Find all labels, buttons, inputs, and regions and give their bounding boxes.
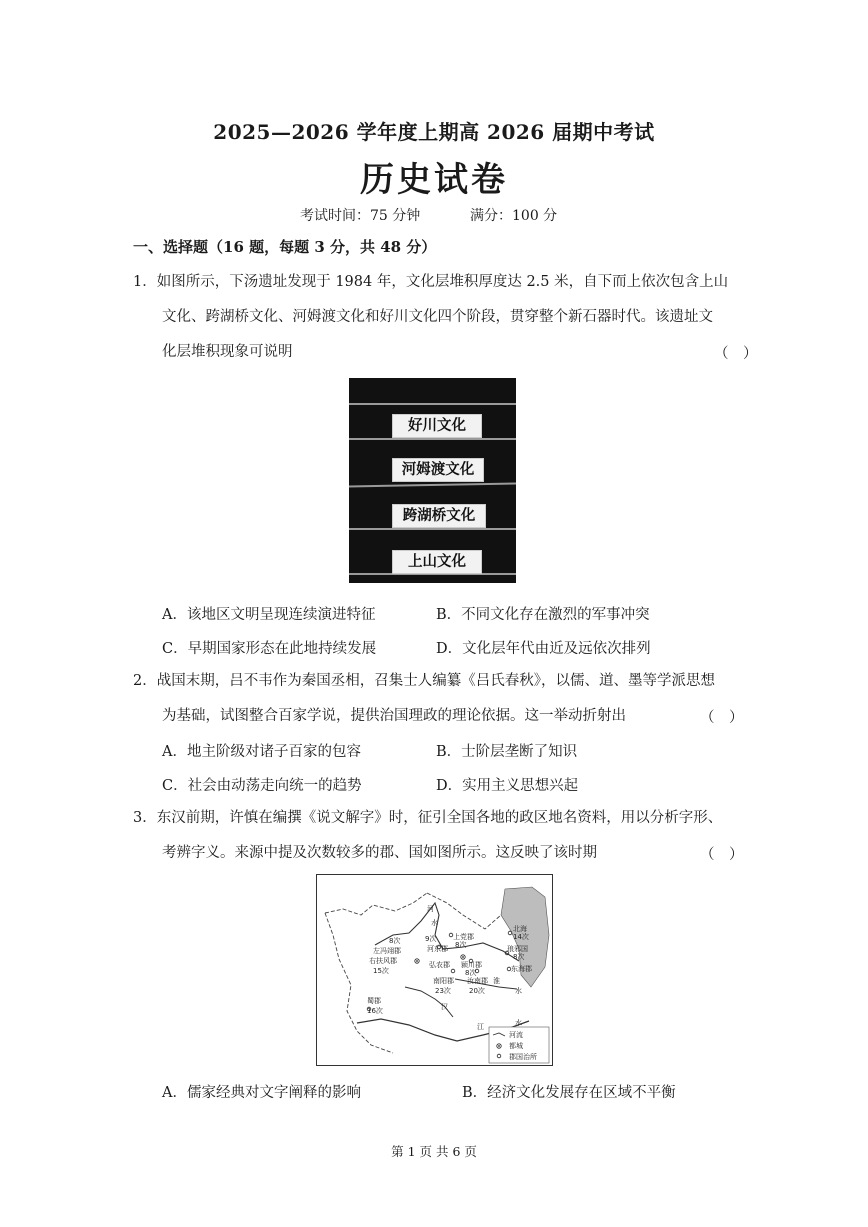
layer-kuahuqiao: 跨湖桥文化	[392, 504, 486, 528]
q2-answer-paren: （ ）	[700, 710, 744, 726]
q3-option-a[interactable]: A．儒家经典对文字阐释的影响	[162, 1085, 361, 1101]
map-label: 东海郡	[511, 965, 532, 973]
map-label: 9次	[425, 935, 437, 943]
map-label: 河东郡	[427, 945, 448, 953]
legend-capital: 都城	[509, 1042, 523, 1050]
q1-line3: 化层堆积现象可说明	[162, 344, 293, 360]
section-heading: 一、选择题（16 题，每题 3 分，共 48 分）	[133, 238, 437, 256]
legend-capital-symbol-core	[498, 1045, 500, 1047]
map-label: 水	[515, 1019, 522, 1027]
q3-line2: 考辨字义。来源中提及次数较多的郡、国如图所示。这反映了该时期	[162, 845, 597, 861]
border-north	[325, 893, 427, 915]
q2-line1: 2．战国末期，吕不韦作为秦国丞相，召集士人编纂《吕氏春秋》，以儒、道、墨等学派思想	[133, 673, 715, 689]
layer-haochuan: 好川文化	[392, 414, 482, 438]
border-west	[325, 913, 393, 1053]
q3-option-b[interactable]: B．经济文化发展存在区域不平衡	[462, 1085, 676, 1101]
capital-marker-core	[416, 960, 418, 962]
q3-han-map	[316, 874, 553, 1066]
map-label: 蜀郡	[367, 997, 381, 1005]
map-label: 水	[431, 919, 438, 927]
map-label: 上党郡	[453, 933, 474, 941]
q2-option-d[interactable]: D．实用主义思想兴起	[436, 778, 579, 794]
map-label: 琅邪国	[507, 945, 528, 953]
legend-seat: 郡国治所	[509, 1053, 537, 1061]
q1-stratigraphy-figure	[349, 378, 516, 583]
map-label: 弘农郡	[429, 961, 450, 969]
map-label: 14次	[513, 933, 529, 941]
map-label: 淮	[493, 977, 500, 985]
map-label: 汉	[441, 1003, 448, 1011]
q1-option-b[interactable]: B．不同文化存在激烈的军事冲突	[436, 607, 650, 623]
q2-option-b[interactable]: B．士阶层垄断了知识	[436, 744, 578, 760]
map-label: 8次	[513, 953, 525, 961]
map-label: 水	[515, 987, 522, 995]
layer-hemudu: 河姆渡文化	[392, 458, 484, 482]
q2-option-a[interactable]: A．地主阶级对诸子百家的包容	[162, 744, 361, 760]
subject-title: 历史试卷	[360, 160, 508, 200]
exam-score: 满分：100 分	[470, 208, 558, 224]
page-footer: 第 1 页 共 6 页	[391, 1144, 477, 1159]
seat-beihai	[508, 931, 512, 935]
q1-line2: 文化、跨湖桥文化、河姆渡文化和好川文化四个阶段，贯穿整个新石器时代。该遗址文	[162, 309, 713, 325]
map-label: 颍川郡	[461, 961, 482, 969]
map-label: 8次	[465, 969, 477, 977]
q2-option-c[interactable]: C．社会由动荡走向统一的趋势	[162, 778, 362, 794]
map-label: 23次	[435, 987, 451, 995]
q1-option-c[interactable]: C．早期国家形态在此地持续发展	[162, 641, 377, 657]
capital-marker-luoyang-core	[462, 956, 464, 958]
map-label: 右扶风郡	[369, 957, 397, 965]
legend-river: 河流	[509, 1031, 523, 1039]
q1-answer-paren: （ ）	[714, 346, 758, 362]
layer-shangshan: 上山文化	[392, 550, 482, 574]
map-label: 河	[427, 905, 434, 913]
q2-line2: 为基础，试图整合百家学说，提供治国理政的理论依据。这一举动折射出	[162, 708, 626, 724]
map-label: 汝南郡	[467, 977, 488, 985]
q3-answer-paren: （ ）	[700, 847, 744, 863]
q1-option-a[interactable]: A．该地区文明呈现连续演进特征	[162, 607, 376, 623]
map-label: 8次	[455, 941, 467, 949]
map-label: 左冯翊郡	[373, 947, 401, 955]
q3-line1: 3．东汉前期，许慎在编撰《说文解字》时，征引全国各地的政区地名资料，用以分析字形、	[133, 810, 723, 826]
exam-title: 2025—2026 学年度上期高 2026 届期中考试	[213, 120, 655, 144]
exam-time: 考试时间：75 分钟	[300, 208, 421, 224]
map-label: 北海	[513, 925, 527, 933]
map-label: 8次	[389, 937, 401, 945]
map-label: 江	[477, 1023, 484, 1031]
map-label: 15次	[373, 967, 389, 975]
seat-nanyang	[451, 969, 455, 973]
q1-option-d[interactable]: D．文化层年代由近及远依次排列	[436, 641, 651, 657]
q1-line1: 1．如图所示，下汤遗址发现于 1984 年，文化层堆积厚度达 2.5 米，自下而上依次包含上山	[133, 274, 729, 290]
map-label: 南阳郡	[433, 977, 454, 985]
map-label: 16次	[367, 1007, 383, 1015]
map-label: 20次	[469, 987, 485, 995]
